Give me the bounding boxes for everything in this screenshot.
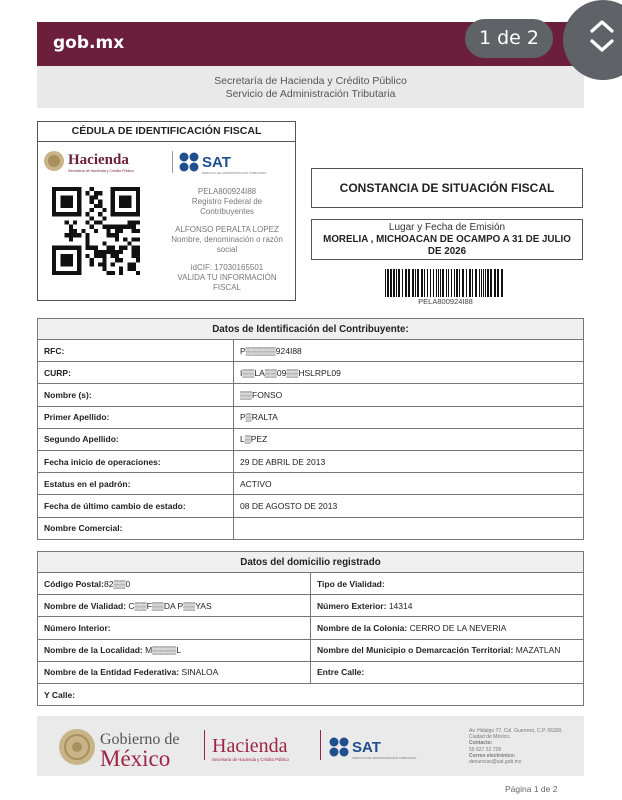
hacienda-logo-text: Hacienda <box>68 152 129 168</box>
table-cell <box>38 595 311 617</box>
address-line: Av. Hidalgo 77, Col. Guerrero, C.P. 06300, <box>469 728 563 734</box>
table-cell <box>311 639 584 661</box>
identificacion-title: Datos de Identificación del Contribuyente: <box>38 319 584 340</box>
nombre-comercial-value <box>234 517 584 539</box>
chevron-up-down-icon <box>585 16 619 56</box>
domicilio-title: Datos del domicilio registrado <box>38 552 584 573</box>
barcode-text: PELA800924I88 <box>418 297 473 306</box>
emision-box <box>311 219 583 260</box>
divider <box>204 730 205 760</box>
numero-exterior-label: Número Exterior: <box>317 600 387 611</box>
sat-logo <box>324 734 444 762</box>
table-row <box>38 473 584 495</box>
table-row <box>38 617 584 639</box>
gobierno-text-2: México <box>100 746 171 770</box>
footer-sat-text: SAT <box>352 739 381 756</box>
hacienda-logo <box>42 149 160 175</box>
address-line: Ciudad de México. <box>469 734 511 741</box>
identificacion-table <box>37 318 584 540</box>
primer-apellido-value: P▒RALTA <box>234 406 584 428</box>
divider <box>320 730 321 760</box>
cedula-name: ALFONSO PERALTA LOPEZ <box>175 225 279 234</box>
footer-sat-sub: SERVICIO DE ADMINISTRACIÓN TRIBUTARIA <box>352 756 417 760</box>
table-row <box>38 340 584 362</box>
secretaria-label: Secretaría de Hacienda y Crédito Público <box>214 75 407 87</box>
cedula-name-label-1: Nombre, denominación o razón <box>171 235 283 244</box>
municipio-value: MAZATLAN <box>515 645 561 656</box>
curp-value: I▒▒LA▒▒09▒▒HSLRPL09 <box>234 362 584 384</box>
segundo-apellido-value: L▒PEZ <box>234 428 584 450</box>
email-label: Correo electrónico: <box>469 752 516 759</box>
numero-exterior-value: 14314 <box>388 600 413 611</box>
fecha-cambio-label: Fecha de último cambio de estado: <box>38 495 234 517</box>
table-row <box>38 406 584 428</box>
cedula-rfc: PELA800924I88 <box>197 187 257 196</box>
emision-label: Lugar y Fecha de Emisión <box>388 222 506 233</box>
localidad-value: M▒▒▒▒L <box>145 645 181 656</box>
footer-hacienda-text: Hacienda <box>212 735 288 757</box>
codigo-postal-value: 82▒▒0 <box>103 578 131 589</box>
numero-interior-label: Número Interior: <box>44 622 111 633</box>
estatus-value: ACTIVO <box>234 473 584 495</box>
table-row <box>38 384 584 406</box>
emision-value-2: DE 2026 <box>427 246 467 257</box>
curp-label: CURP: <box>38 362 234 384</box>
table-cell <box>311 617 584 639</box>
cedula-name-label-2: social <box>216 245 238 254</box>
qr-code <box>52 187 140 275</box>
table-cell <box>38 639 311 661</box>
hacienda-logo-sub: Secretaría de Hacienda y Crédito Público <box>68 169 134 173</box>
table-cell <box>311 573 584 595</box>
contact-value: 55 627 22 728 <box>469 746 501 753</box>
page-number: Página 1 de 2 <box>505 784 558 794</box>
codigo-postal-label: Código Postal: <box>44 578 104 589</box>
table-row <box>38 595 584 617</box>
colonia-label: Nombre de la Colonia: <box>317 622 408 633</box>
nombre-value: ▒▒FONSO <box>234 384 584 406</box>
segundo-apellido-label: Segundo Apellido: <box>38 428 234 450</box>
rfc-label: RFC: <box>38 340 234 362</box>
table-row <box>38 495 584 517</box>
email-value: denuncias@sat.gob.mx <box>469 759 522 766</box>
cedula-valida-1: VALIDA TU INFORMACIÓN <box>177 273 277 282</box>
nombre-vialidad-value: C▒▒F▒▒DA P▒▒YAS <box>128 600 212 611</box>
gob-mx-logo[interactable]: gob.mx <box>53 33 125 53</box>
barcode <box>384 269 507 297</box>
rfc-value: P▒▒▒▒▒924I88 <box>234 340 584 362</box>
table-cell <box>38 683 584 705</box>
primer-apellido-label: Primer Apellido: <box>38 406 234 428</box>
table-cell <box>38 617 311 639</box>
tipo-vialidad-label: Tipo de Vialidad: <box>317 578 385 589</box>
table-cell <box>311 595 584 617</box>
footer-hacienda-sub: Secretaría de Hacienda y Crédito Público <box>212 757 289 762</box>
cedula-idcif: idCIF: 17030165501 <box>190 263 264 272</box>
colonia-value: CERRO DE LA NEVERIA <box>409 622 507 633</box>
cedula-card <box>37 121 296 301</box>
y-calle-label: Y Calle: <box>44 689 76 700</box>
cedula-title: CÉDULA DE IDENTIFICACIÓN FISCAL <box>38 122 295 142</box>
fecha-inicio-value: 29 DE ABRIL DE 2013 <box>234 450 584 472</box>
table-row <box>38 639 584 661</box>
fecha-inicio-label: Fecha inicio de operaciones: <box>38 450 234 472</box>
localidad-label: Nombre de la Localidad: <box>44 645 143 656</box>
table-row <box>38 450 584 472</box>
footer-address <box>469 728 579 765</box>
secretaria-header <box>37 66 584 108</box>
municipio-label: Nombre del Municipio o Demarcación Territorial: <box>317 645 514 656</box>
entre-calle-label: Entre Calle: <box>317 667 365 678</box>
table-row <box>38 573 584 595</box>
table-row <box>38 362 584 384</box>
cedula-valida-2: FISCAL <box>212 283 241 292</box>
table-row <box>38 661 584 683</box>
gobierno-text-1: Gobierno de <box>100 731 180 748</box>
sat-logo-sub: SERVICIO DE ADMINISTRACIÓN TRIBUTARIA <box>202 171 267 175</box>
fecha-cambio-value: 08 DE AGOSTO DE 2013 <box>234 495 584 517</box>
sat-logo <box>172 148 294 178</box>
gobierno-de-mexico-logo <box>55 724 200 770</box>
table-row <box>38 428 584 450</box>
servicio-label: Servicio de Administración Tributaria <box>225 88 396 100</box>
emision-value-1: MORELIA , MICHOACAN DE OCAMPO A 31 DE JULIO <box>323 234 571 245</box>
cedula-rfc-label-2: Contribuyentes <box>200 207 254 216</box>
estatus-label: Estatus en el padrón: <box>38 473 234 495</box>
table-cell <box>38 661 311 683</box>
hacienda-logo <box>212 730 322 764</box>
footer-banner <box>37 716 584 776</box>
table-cell <box>311 661 584 683</box>
entidad-label: Nombre de la Entidad Federativa: <box>44 667 180 678</box>
domicilio-table <box>37 551 584 706</box>
nombre-vialidad-label: Nombre de Vialidad: <box>44 600 127 611</box>
nombre-comercial-label: Nombre Comercial: <box>38 517 234 539</box>
sat-logo-text: SAT <box>202 154 231 171</box>
cedula-rfc-label-1: Registro Federal de <box>191 197 263 206</box>
contact-label: Contacto: <box>469 740 493 747</box>
table-row <box>38 517 584 539</box>
cedula-info <box>163 187 291 293</box>
constancia-title: CONSTANCIA DE SITUACIÓN FISCAL <box>311 168 583 208</box>
nombre-label: Nombre (s): <box>38 384 234 406</box>
table-row <box>38 683 584 705</box>
table-cell <box>38 573 311 595</box>
page-indicator: 1 de 2 <box>465 19 553 58</box>
entidad-value: SINALOA <box>181 667 219 678</box>
